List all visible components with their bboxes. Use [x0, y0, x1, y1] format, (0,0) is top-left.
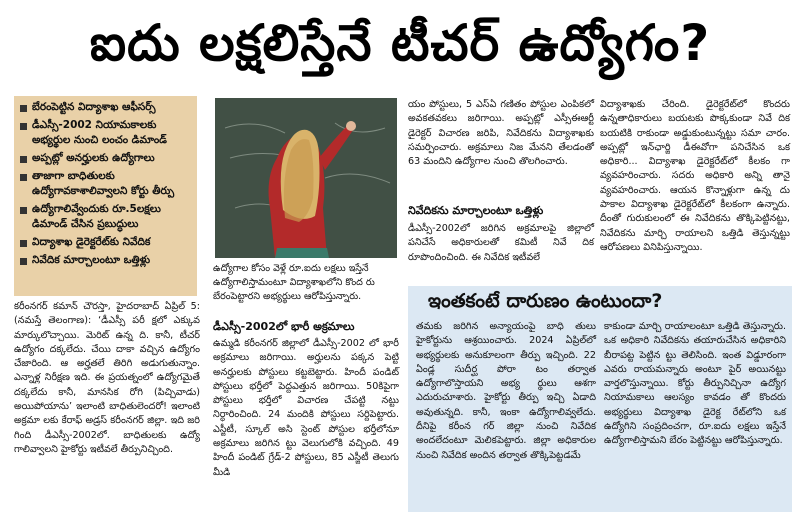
- teacher-photo: [215, 98, 397, 258]
- highlight-item: బేరంపెట్టిన విద్యాశాఖ ఆఫీసర్స్: [20, 100, 191, 115]
- headline-banner: [0, 0, 800, 86]
- highlight-item: డీఎస్సీ-2002 నియామకాలకు అభ్యర్థుల నుంచి లంచం డిమాండ్: [20, 118, 191, 148]
- sidebar-box-column-1: తమకు జరిగిన అన్యాయంపై బాధి తులు హైకోర్టును ఆశ్రయించారు. 2024 ఏప్రిల్‌లో అభ్యర్థులకు అనుకూలంగా తీర్పు ఇచ్చింది. 22 ఏండ్ల సుదీర్ఘ పోరా టం తర్వాత ఉద్యోగాలొస్తాయని అభ్య ర్థులు ఆశగా ఎదురుచూశారు. హైకోర్టు తీర్పు ఇచ్చి ఏడాది అవుతున్నది. కానీ, ఇంకా ఉద్యోగాలివ్వలేదు. దీనిపై కరీంన గర్ జిల్లా నుంచి నివేదిక అందలేదంటూ మెలికపెట్టారు. జిల్లా అధికారుల నుంచి నివేదిక అందిన తర్వాత తొక్కిపెట్టడమే: [416, 321, 596, 461]
- highlight-item: తాజాగా బాధితులకు ఉద్యోగావకాశాలివ్వాలని కోర్టు తీర్పు: [20, 169, 191, 199]
- highlight-item: అప్పట్లో అనర్హులకు ఉద్యోగాలు: [20, 151, 191, 166]
- highlight-item: ఉద్యోగాలివ్వేందుకు రూ.5లక్షలు డిమాండ్ చేసిన ప్రబుద్ధులు: [20, 202, 191, 232]
- highlight-item: నివేదిక మార్చాలంటూ ఒత్తిళ్లు: [20, 253, 191, 268]
- chalkboard-teacher-illustration: [215, 98, 397, 258]
- bullet-square-icon: [20, 240, 27, 247]
- article-column-3: యం పోస్టులు, 5 ఎస్ఏ గణితం పోస్టుల ఎంపికలో అవకతవకలు జరిగాయి. అప్పట్లో ఎస్సీఈఆర్టీ డైరెక్టర్ విచారణ జరిపి, నివేదికను విద్యాశాఖకు సమర్పించారు. అక్రమాలు నిజ మేనని తేలడంతో 63 మందిని ఉద్యోగాల నుంచి తొలగించారు.: [408, 99, 594, 168]
- sidebar-box-title: ఇంతకంటే దారుణం ఉంటుందా?: [428, 290, 663, 312]
- sidebar-box-column-2: కాకుండా మార్చి రాయాలంటూ ఒత్తిడి తెస్తున్నారు. ఒక అధికారి నివేదికను తయారుచేసిన అధికారిని బీరాపట్ట పెట్టిన ట్టు తెలిసింది. ఇంత విడ్డూరంగా ఎవరు రాయమన్నారు అంటూ పైర్ అయినట్టు వార్తలొస్తున్నాయి. కోర్టు తీర్పునిచ్చినా ఉద్యోగ నియామకాలు ఆలస్యం కావడం తో కొందరు అభ్యర్థులు విద్యాశాఖ డైరెక్ట రేట్‌లోని ఒక ఉద్యోగిని సంప్రదించగా, రూ.ఐదు లక్షలు ఇస్తేనే ఉద్యోగాలిస్తామని బేరం పెట్టినట్టు ఆరోపిస్తున్నారు.: [604, 321, 786, 447]
- bullet-square-icon: [20, 207, 27, 214]
- highlights-box: [14, 96, 197, 296]
- bullet-square-icon: [20, 105, 27, 112]
- bullet-square-icon: [20, 258, 27, 265]
- bullet-square-icon: [20, 156, 27, 163]
- article-column-1: కరీంనగర్ కమాన్ చౌరస్తా, హైదరాబాద్ ఏప్రిల్ 5: (నమస్తే తెలంగాణ): ‘డీఎస్సీ పరీ క్షలో ఎక్కువ మార్కులొచ్చాయి. మెరిట్ ఉన్న ది. కానీ, టీచర్ ఉద్యోగం దక్కలేదు. చేయి దాకా వచ్చిన ఉద్యోగం చేజారింది. ఆ అర్హతలే తిరిగి అడుగుతున్నాం. ఎన్నాళ్ల నిరీక్షణ ఇది. ఈ ప్రయత్నంలో ఉద్యోగమైతే దక్కలేదు కానీ, మానసిక రోగి (పిచ్చివాడు) అయిపోయాను’ ఇలాంటి బాధితులెందరో! ఇలాంటి అక్రమా లకు కేరాఫ్ అడ్రస్ కరీంనగర్ జిల్లా. ఇది జరి గింది డీఎస్సీ-2002లో. బాధితులకు ఉద్యో గాలివ్వాలని హైకోర్టు ఇటీవలే తీర్పునిచ్చింది.: [14, 301, 200, 455]
- subheading-pressure: నివేదికను మార్చాలంటూ ఒత్తిళ్లు: [408, 204, 544, 217]
- subheading-irregularities: డీఎస్సీ-2002లో భారీ అక్రమాలు: [213, 320, 355, 333]
- article-column-4: విద్యాశాఖకు చేరింది. డైరెక్టరేట్‌లో కొందరు ఉన్నతాధికారులు బయటకు పొక్కకుండా నివే దిక బయటికి రాకుండా అడ్డుకుంటున్నట్టు సమా చారం. అప్పట్లో ఇన్‌ఛార్జి డీఈవోగా పనిచేసిన ఒక అధికారి... విద్యాశాఖ డైరెక్టరేట్‌లో కీలకం గా వ్యవహరించారు. సదరు అధికారి అన్ని తానై వ్యవహరించారు. ఆయన కొన్నాళ్లుగా ఉన్న దు పాకాల విద్యాశాఖ డైరెక్టరేట్‌లో కీలకంగా ఉన్నారు. దీంతో గురుకులంలో ఈ నివేదికను తొక్కిపెట్టినట్టు, నివేదికను మార్చి రాయాలని ఒత్తిడి తెస్తున్నట్టు ఆరోపణలు వినిపిస్తున్నాయి.: [600, 99, 790, 253]
- article-column-2: ఉమ్మడి కరీంనగర్ జిల్లాలో డీఎస్సీ-2002 లో భారీ అక్రమాలు జరిగాయి. అర్హులను పక్కన పెట్టి అనర్హులకు పోస్టులు కట్టబెట్టారు. హిందీ పండిట్ పోస్టులు భర్తీలో పెద్దఎత్తున జరిగాయి. 50కిపైగా పోస్టులు భర్తీలో విచారణ చేపట్టి నట్టు నిర్ధారించింది. 24 మందికి పోస్టులు సర్దిపెట్టారు. ఎస్జీటీ, స్కూల్ అసి స్టెంట్ పోస్టుల భర్తీలోనూ అక్రమాలు జరిగిన ట్టు వెలుగులోకి వచ్చింది. 49 హిందీ పండిట్ గ్రేడ్-2 పోస్టులు, 85 ఎస్జీటీ తెలుగు మీడి: [213, 338, 399, 478]
- article-column-3-continued: డీఎస్సీ-2002లో జరిగిన అక్రమాలపై జిల్లాలో పనిచేసే అధికారులతో కమిటీ నివే దిక రూపొందించింది. ఈ నివేదిక ఇటీవలే: [408, 223, 594, 263]
- bullet-square-icon: [20, 123, 27, 130]
- highlight-item: విద్యాశాఖ డైరెక్టరేట్‌కు నివేదిక: [20, 235, 191, 250]
- headline: ఐదు లక్షలిస్తేనే టీచర్ ఉద్యోగం?: [89, 14, 711, 72]
- photo-caption: ఉద్యోగాల కోసం వెళ్లే రూ.ఐదు లక్షలు ఇస్తేనే ఉద్యోగాలిస్తామంటూ విద్యాశాఖలోని కొంద రు బేరంపెట్టారని అభ్యర్థులు ఆరోపిస్తున్నారు.: [213, 263, 375, 302]
- bullet-square-icon: [20, 174, 27, 181]
